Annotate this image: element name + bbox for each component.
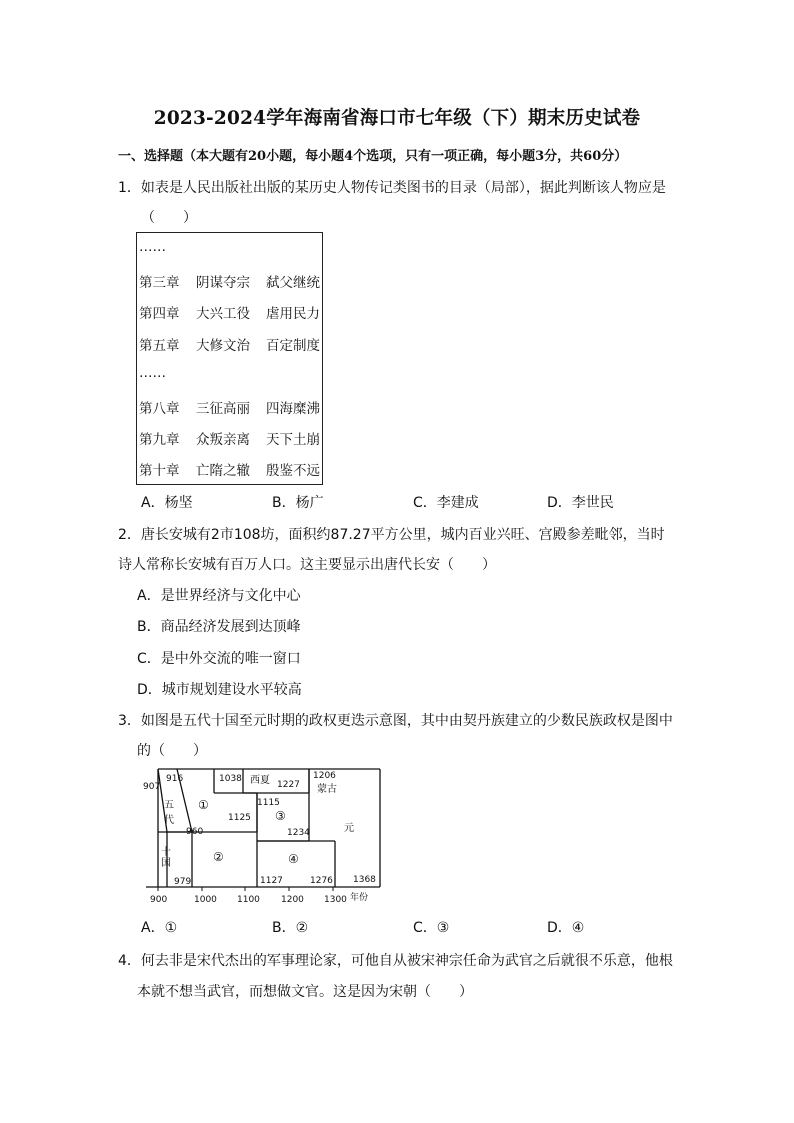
label-1125: 1125 [228,813,251,823]
label-1127: 1127 [260,876,283,886]
question-4-text: 4．何去非是宋代杰出的军事理论家，可他自从被宋神宗任命为武官之后就很不乐意，他根 [118,953,673,969]
region-4-marker: ④ [288,852,299,866]
axis-tick-label: 900 [150,895,168,905]
label-960: 960 [186,827,204,837]
label-1234: 1234 [287,828,310,838]
label-1276: 1276 [310,876,333,886]
question-2-text-cont: 诗人常称长安城有百万人口。这主要显示出唐代长安（ ） [118,557,496,573]
page-title: 2023-2024学年海南省海口市七年级（下）期末历史试卷 [153,108,641,129]
question-3-text-cont: 的（ ） [137,743,207,759]
section-heading: 一、选择题（本大题有20小题，每小题4个选项，只有一项正确，每小题3分，共60分） [118,149,628,164]
label-916: 916 [166,774,184,784]
regime-succession-diagram [140,765,390,910]
q2-option-b[interactable]: B．商品经济发展到达顶峰 [137,619,301,635]
label-menggu: 蒙古 [317,784,337,795]
region-2-marker: ② [213,850,224,864]
q3-option-b[interactable]: B．② [272,920,309,936]
region-1-marker: ① [198,798,209,812]
q3-option-d[interactable]: D．④ [547,920,585,936]
label-1368: 1368 [353,875,376,885]
axis-tick-label: 1000 [194,895,217,905]
q1-option-a[interactable]: A．杨坚 [141,495,193,511]
label-979: 979 [174,877,192,887]
q1-option-b[interactable]: B．杨广 [272,495,324,511]
axis-tick-label: 1100 [237,895,260,905]
label-shi: 十 [161,847,171,858]
q1-option-c[interactable]: C．李建成 [413,495,479,511]
label-1206: 1206 [313,771,336,781]
question-3-text: 3．如图是五代十国至元时期的政权更迭示意图，其中由契丹族建立的少数民族政权是图中 [118,713,673,729]
label-xixia: 西夏 [250,775,270,786]
label-dai: 代 [164,815,174,826]
label-1227: 1227 [277,780,300,790]
axis-tick-label: 1200 [281,895,304,905]
q3-option-c[interactable]: C．③ [413,920,450,936]
label-guo: 国 [161,858,171,869]
question-1-bracket: （ ） [141,210,197,226]
label-yuan: 元 [344,823,354,834]
q2-option-c[interactable]: C．是中外交流的唯一窗口 [137,651,301,667]
axis-unit-label: 年份 [350,893,369,903]
table-of-contents: …… 第三章 阴谋夺宗 弑父继统 第四章 大兴工役 虐用民力 第五章 大修文治 百定制度 …… 第八章 三征高丽 四海糜沸 第九章 众叛亲离 天下土崩 第十章 亡隋之辙 殷鉴不远 [136,232,323,485]
label-907: 907 [143,782,161,792]
label-1115: 1115 [257,798,280,808]
q2-option-a[interactable]: A．是世界经济与文化中心 [137,588,301,604]
question-2-text: 2．唐长安城有2市108坊，面积约87.27平方公里，城内百业兴旺、宫殿参差毗邻，当时 [118,527,665,543]
region-3-marker: ③ [275,809,286,823]
label-wu: 五 [164,800,174,811]
axis-tick-label: 1300 [324,895,347,905]
question-1-text: 1．如表是人民出版社出版的某历史人物传记类图书的目录（局部），据此判断该人物应是 [118,180,666,196]
q1-option-d[interactable]: D．李世民 [547,495,614,511]
label-1038: 1038 [219,774,242,784]
question-4-text-cont: 本就不想当武官，而想做文官。这是因为宋朝（ ） [137,984,473,1000]
q2-option-d[interactable]: D．城市规划建设水平较高 [137,682,302,698]
q3-option-a[interactable]: A．① [141,920,178,936]
